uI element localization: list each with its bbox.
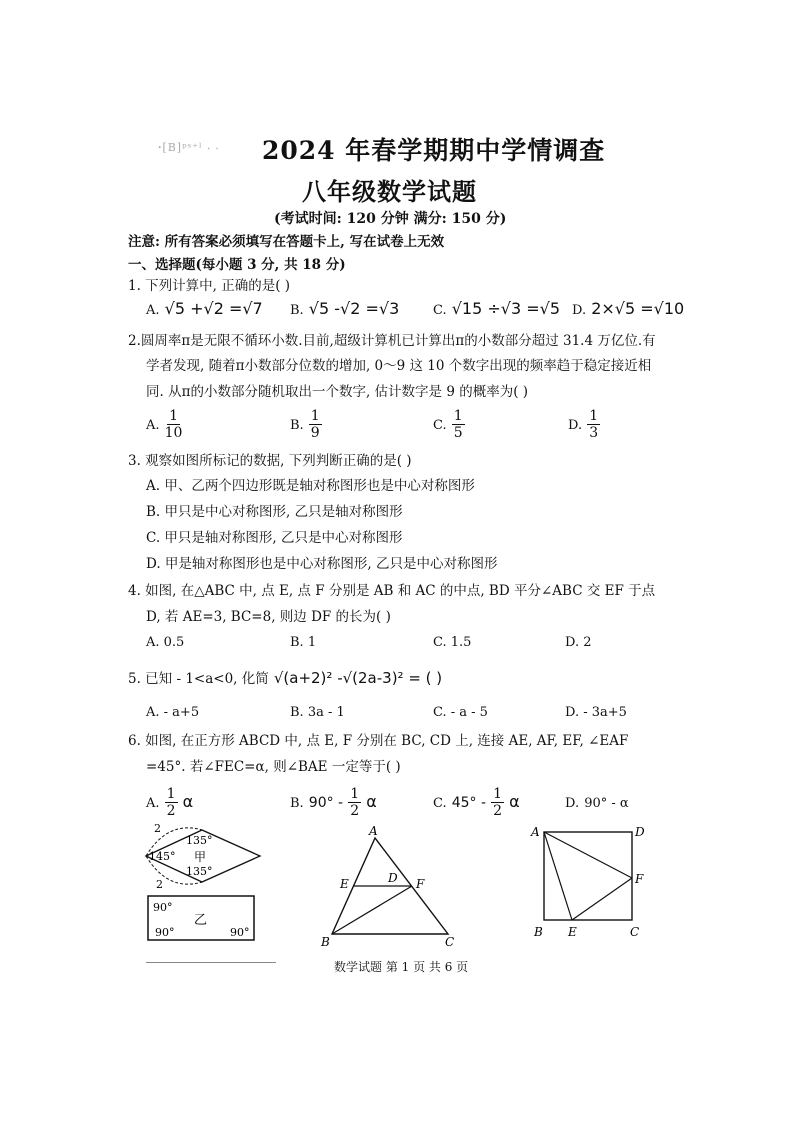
figure-square-abcd	[528, 820, 652, 942]
figure-yi-label: 乙	[194, 913, 208, 928]
triangle-label-f: F	[416, 877, 425, 891]
q2-option-d-fraction	[587, 408, 600, 441]
q1-option-a-letter: A.	[146, 303, 160, 318]
denominator: 5	[453, 425, 463, 441]
figure-yi	[146, 894, 258, 944]
numerator: 1	[350, 786, 360, 802]
q2-option-b-fraction	[309, 408, 322, 441]
q4-option-a: A. 0.5	[146, 635, 185, 650]
figure-jia-side-top: 2	[154, 822, 161, 835]
q5-option-d: D. - 3a+5	[565, 705, 627, 720]
q6-option-a-fraction	[165, 786, 178, 819]
q1-option-a	[146, 299, 263, 318]
figure-jia-side-bottom: 2	[156, 878, 163, 891]
q4-option-b: B. 1	[290, 635, 317, 650]
triangle-label-e: E	[340, 877, 349, 891]
q6-option-c-alpha: α	[509, 792, 520, 811]
q3-option-d: D. 甲是轴对称图形也是中心对称图形, 乙只是中心对称图形	[146, 556, 498, 572]
denominator: 2	[166, 803, 176, 819]
exam-info: (考试时间: 120 分钟 满分: 150 分)	[274, 211, 507, 227]
numerator: 1	[169, 408, 178, 424]
q6-option-b-letter: B.	[290, 796, 304, 811]
scan-mark: ꞏ[B]ᵖˢ⁺ˡ ‧ ‧	[158, 141, 220, 154]
q4-line1: 4. 如图, 在△ABC 中, 点 E, 点 F 分别是 AB 和 AC 的中点, BD 平分∠ABC 交 EF 于点	[128, 583, 656, 599]
q2-line1: 2.圆周率π是无限不循环小数.目前,超级计算机已计算出π的小数部分超过 31.4 万亿位.有	[128, 333, 656, 349]
q6-option-c-fraction	[491, 786, 504, 819]
q1-option-b	[290, 299, 399, 318]
figure-yi-angle-tl: 90°	[153, 901, 173, 914]
figure-triangle-abc	[312, 822, 464, 948]
q2-option-a-fraction	[165, 408, 183, 441]
q1-option-b-expr: √5 -√2 =√3	[308, 299, 400, 318]
square-label-a: A	[531, 825, 540, 839]
q6-option-d-expr: 90° - α	[584, 796, 629, 811]
q2-line3: 同. 从π的小数部分随机取出一个数字, 估计数字是 9 的概率为( )	[146, 384, 529, 400]
triangle-label-b: B	[321, 935, 330, 948]
q5-stem-prefix: 5. 已知 - 1<a<0, 化简	[128, 671, 269, 687]
q1-option-c-letter: C.	[433, 303, 447, 318]
denominator: 9	[310, 425, 320, 441]
notice: 注意: 所有答案必须填写在答题卡上, 写在试卷上无效	[128, 234, 445, 250]
q2-option-d	[568, 408, 600, 441]
exam-title: 2024 年春学期期中学情调查	[262, 136, 606, 165]
numerator: 1	[166, 786, 176, 802]
q6-option-a	[146, 786, 193, 819]
q2-option-a-letter: A.	[146, 418, 160, 433]
page-footer: 数学试题 第 1 页 共 6 页	[334, 960, 469, 974]
q1-option-c-expr: √15 ÷√3 =√5	[451, 299, 561, 318]
square-label-c: C	[630, 925, 640, 939]
figure-jia	[138, 820, 266, 892]
q6-option-b-fraction	[348, 786, 361, 819]
figure-yi-angle-bl: 90°	[155, 926, 175, 939]
q2-line2: 学者发现, 随着π小数部分位数的增加, 0～9 这 10 个数字出现的频率趋于稳定接近相	[146, 358, 652, 374]
segment-af	[544, 832, 632, 878]
q6-line2: =45°. 若∠FEC=α, 则∠BAE 一定等于( )	[146, 759, 401, 775]
square-label-d: D	[635, 825, 645, 839]
numerator: 1	[310, 408, 320, 424]
footer-scan-line	[146, 962, 276, 963]
square-label-e: E	[568, 925, 577, 939]
q6-option-c-letter: C.	[433, 796, 447, 811]
q3-option-c: C. 甲只是轴对称图形, 乙只是中心对称图形	[146, 530, 403, 546]
q3-option-b: B. 甲只是中心对称图形, 乙只是轴对称图形	[146, 504, 403, 520]
q6-option-a-alpha: α	[182, 792, 194, 811]
q1-option-a-expr: √5 +√2 =√7	[164, 299, 263, 318]
numerator: 1	[453, 408, 463, 424]
q2-option-b-letter: B.	[290, 418, 304, 433]
section1-heading: 一、选择题(每小题 3 分, 共 18 分)	[128, 257, 346, 273]
q5-option-a: A. - a+5	[146, 705, 200, 720]
denominator: 3	[589, 425, 599, 441]
triangle-label-a: A	[369, 824, 378, 838]
q2-option-c-letter: C.	[433, 418, 447, 433]
q5-expression: √(a+2)² -√(2a-3)² = ( )	[273, 669, 443, 687]
denominator: 2	[350, 803, 360, 819]
q6-option-d-letter: D.	[565, 796, 580, 811]
triangle-label-d: D	[388, 871, 398, 885]
q5-stem	[128, 668, 442, 688]
q1-option-b-letter: B.	[290, 303, 304, 318]
q1-stem: 1. 下列计算中, 正确的是( )	[128, 278, 291, 294]
q2-option-a	[146, 408, 182, 441]
q1-option-d-expr: 2×√5 =√10	[591, 299, 685, 318]
segment-ef	[572, 878, 632, 920]
q6-option-d	[565, 792, 629, 811]
denominator: 10	[164, 425, 183, 441]
numerator: 1	[493, 786, 503, 802]
figure-jia-angle-left: 145°	[149, 850, 176, 863]
q6-option-b-alpha: α	[366, 792, 377, 811]
segment-ae	[544, 832, 572, 920]
q2-option-c	[433, 408, 465, 441]
q6-option-b-pre: 90° -	[308, 795, 344, 811]
q6-line1: 6. 如图, 在正方形 ABCD 中, 点 E, F 分别在 BC, CD 上, 连接 AE, AF, EF, ∠EAF	[128, 733, 629, 749]
figure-yi-angle-br: 90°	[230, 926, 250, 939]
q2-option-d-letter: D.	[568, 418, 583, 433]
figure-jia-angle-top: 135°	[186, 834, 213, 847]
q1-option-c	[433, 299, 560, 318]
q2-option-b	[290, 408, 322, 441]
q1-option-d	[572, 299, 684, 318]
q1-option-d-letter: D.	[572, 303, 587, 318]
q4-option-c: C. 1.5	[433, 635, 472, 650]
square-label-b: B	[534, 925, 543, 939]
q5-option-b: B. 3a - 1	[290, 705, 345, 720]
figure-jia-angle-bottom: 135°	[186, 865, 213, 878]
q6-option-a-letter: A.	[146, 796, 160, 811]
q6-option-c-pre: 45° -	[451, 795, 487, 811]
exam-subtitle: 八年级数学试题	[302, 177, 477, 206]
q6-option-c	[433, 786, 520, 819]
square-abcd	[544, 832, 632, 920]
square-label-f: F	[635, 872, 644, 886]
q5-option-c: C. - a - 5	[433, 705, 488, 720]
q2-option-c-fraction	[452, 408, 465, 441]
segment-bd	[332, 886, 412, 934]
q4-option-d: D. 2	[565, 635, 592, 650]
numerator: 1	[589, 408, 599, 424]
figure-jia-label: 甲	[194, 850, 207, 864]
q6-option-b	[290, 786, 377, 819]
q4-line2: D, 若 AE=3, BC=8, 则边 DF 的长为( )	[146, 609, 391, 625]
triangle-label-c: C	[445, 935, 455, 948]
q3-option-a: A. 甲、乙两个四边形既是轴对称图形也是中心对称图形	[146, 478, 475, 494]
denominator: 2	[493, 803, 503, 819]
q3-stem: 3. 观察如图所标记的数据, 下列判断正确的是( )	[128, 453, 412, 469]
